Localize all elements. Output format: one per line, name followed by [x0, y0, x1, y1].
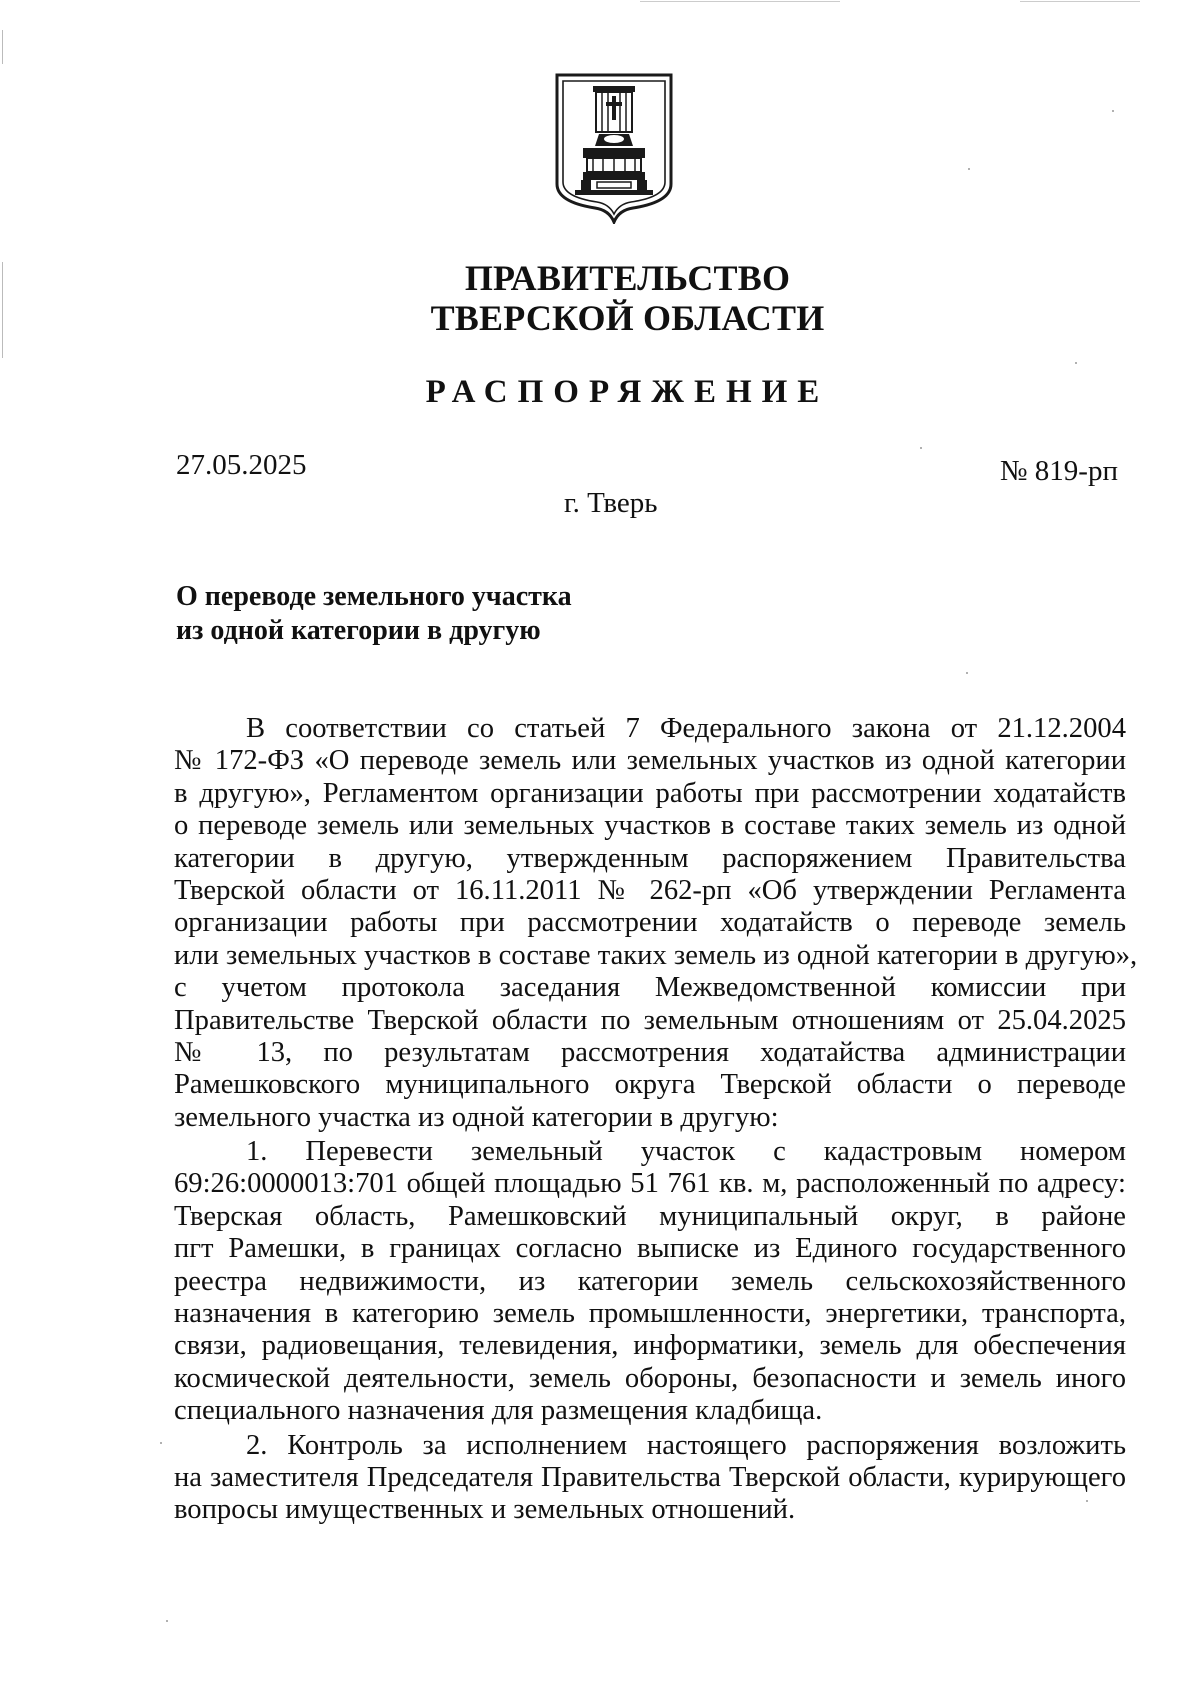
document-city: г. Тверь [564, 487, 658, 519]
scan-artifact [640, 1, 840, 2]
scan-speck [966, 672, 968, 674]
scan-speck [1075, 362, 1077, 364]
text-line: космической деятельности, земель обороны, безопасности и земель иного [174, 1362, 1126, 1394]
document-number: № 819-рп [999, 455, 1118, 487]
text-line: организации работы при рассмотрении ходатайств о переводе земель [174, 907, 1126, 939]
org-line-1: ПРАВИТЕЛЬСТВО [464, 258, 791, 298]
text-line: с учетом протокола заседания Межведомственной комиссии при [174, 972, 1126, 1004]
scan-artifact [2, 30, 3, 64]
text-line: В соответствии со статьей 7 Федерального закона от 21.12.2004 [246, 713, 1126, 744]
paragraph-item-2 [174, 1430, 1126, 1527]
text-line: или земельных участков в составе таких земель из одной категории в другую», [174, 939, 1138, 971]
text-line: пгт Рамешки, в границах согласно выписке из Единого государственного [174, 1233, 1126, 1265]
text-line: № 172-ФЗ «О переводе земель или земельных участков из одной категории [174, 745, 1126, 777]
scan-speck [968, 168, 970, 170]
text-line: 69:26:0000013:701 общей площадью 51 761 кв. м, расположенный по адресу: [174, 1168, 1126, 1200]
subject-line-2: из одной категории в другую [176, 615, 541, 646]
document-date: 27.05.2025 [176, 449, 307, 481]
organization-name [0, 258, 1200, 338]
subject-line-1: О переводе земельного участка [176, 581, 572, 612]
document-body [174, 713, 1138, 1527]
text-line: земельного участка из одной категории в другую: [174, 1101, 779, 1133]
text-line: Правительстве Тверской области по земельным отношениям от 25.04.2025 [174, 1004, 1126, 1036]
text-line: связи, радиовещания, телевидения, информатики, земель для обеспечения [174, 1330, 1126, 1362]
text-line: 2. Контроль за исполнением настоящего распоряжения возложить [246, 1429, 1126, 1461]
scan-speck [920, 447, 922, 449]
text-line: специального назначения для размещения кладбища. [174, 1395, 823, 1427]
scan-speck [1112, 110, 1114, 112]
paragraph-item-1 [174, 1136, 1126, 1428]
text-line: № 13, по результатам рассмотрения ходатайства администрации [174, 1036, 1126, 1068]
scan-speck [166, 1620, 168, 1622]
text-line: Рамешковского муниципального округа Тверской области о переводе [174, 1069, 1126, 1101]
text-line: Тверская область, Рамешковский муниципальный округ, в районе [174, 1200, 1126, 1232]
text-line: о переводе земель или земельных участков в составе таких земель из одной [174, 810, 1126, 842]
text-line: назначения в категорию земель промышленности, энергетики, транспорта, [174, 1298, 1126, 1330]
org-line-2: ТВЕРСКОЙ ОБЛАСТИ [430, 298, 825, 338]
coat-of-arms-icon [553, 72, 675, 224]
scan-artifact [1020, 1, 1140, 2]
paragraph-preamble [174, 713, 1138, 1134]
text-line: на заместителя Председателя Правительства Тверской области, курирующего [174, 1461, 1126, 1493]
text-line: реестра недвижимости, из категории земель сельскохозяйственного [174, 1265, 1126, 1297]
text-line: категории в другую, утвержденным распоряжением Правительства [174, 842, 1126, 874]
text-line: в другую», Регламентом организации работы при рассмотрении ходатайств [174, 777, 1126, 809]
text-line: вопросы имущественных и земельных отношений. [174, 1494, 796, 1526]
text-line: 1. Перевести земельный участок с кадастровым номером [246, 1136, 1126, 1168]
text-line: Тверской области от 16.11.2011 № 262-рп «Об утверждении Регламента [174, 874, 1126, 906]
document-subject [176, 580, 572, 648]
document-type: РАСПОРЯЖЕНИЕ [425, 374, 830, 410]
scan-speck [160, 1442, 162, 1444]
